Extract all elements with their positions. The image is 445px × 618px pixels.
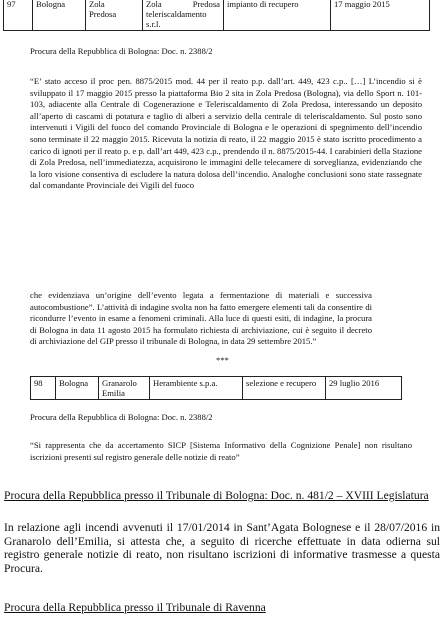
- cell-province: Bologna: [33, 0, 86, 31]
- cell-municipality: Granarolo Emilia: [99, 377, 150, 400]
- section-heading: Procura della Repubblica presso il Tribunale di Ravenna: [4, 601, 266, 614]
- cell-date: 17 maggio 2015: [331, 0, 430, 31]
- section-heading: Procura della Repubblica presso il Tribunale di Bologna: Doc. n. 481/2 – XVIII Legislatura: [4, 489, 429, 502]
- cell-plant-type: selezione e recupero: [243, 377, 326, 400]
- source-reference: Procura della Repubblica di Bologna: Doc. n. 2388/2: [30, 412, 213, 422]
- cell-company: Herambiente s.p.a.: [150, 377, 243, 400]
- section-separator: ***: [216, 355, 229, 365]
- incident-table-row-98: [30, 376, 402, 400]
- cell-number: 98: [31, 377, 56, 400]
- cell-municipality: Zola Predosa: [86, 0, 143, 31]
- source-reference: Procura della Repubblica di Bologna: Doc. n. 2388/2: [30, 46, 213, 56]
- quote-block: “E’ stato acceso il proc pen. 8875/2015 mod. 44 per il reato p.p. dall’art. 449, 423 c.p.. […] L’incendio si è sviluppato il 17 maggio 2015 presso la piattaforma Bio 2 sita in Zola Predosa (Bologna), via dello Sport n. 101-103, adiacente alla Centrale di Cogenerazione e Teleriscaldamento di Zola Predosa, interessando un deposito all’aperto di cascami di potatura e taglio di alberi a servizio della centrale di teleriscaldamento. Sul posto sono intervenuti i Vigili del fuoco del comando Provinciale di Bologna e le operazioni di spegnimento dell’incendio sono terminate il 22 maggio 2015. Ricevuta la notizia di reato, il 22 maggio 2015 è stato iscritto procedimento a carico di ignoti per il reato p. e p. dall’art 449, 423 c.p., prendendo il n. 8875/2015-44. I carabinieri della Stazione di Zola Predosa, nell’immediatezza, acquisirono le immagini delle telecamere di sorveglianza, evidenziando che la loro visione consentiva di escludere la natura dolosa dell’incendio. Analoghe conclusioni sono state rassegnate dal comandante Provinciale dei Vigili del fuoco: [30, 76, 422, 191]
- incident-table-row-97: [3, 0, 430, 31]
- quote-block: “Si rappresenta che da accertamento SICP [Sistema Informativo della Cognizione Penale] non risultano iscrizioni presenti sul registro generale delle notizie di reato”: [30, 440, 412, 462]
- cell-number: 97: [4, 0, 33, 31]
- cell-province: Bologna: [56, 377, 99, 400]
- body-paragraph: In relazione agli incendi avvenuti il 17/01/2014 in Sant’Agata Bolognese e il 28/07/2016 in Granarolo dell’Emilia, si attesta che, a seguito di ricerche effettuate in data odierna sul registro generale notizie di reato, non risultano iscrizioni di informative trasmesse a questa Procura.: [4, 521, 440, 575]
- cell-plant-type: impianto di recupero: [224, 0, 331, 31]
- cell-date: 29 luglio 2016: [326, 377, 402, 400]
- cell-company: Zola Predosa teleriscaldamento s.r.l.: [143, 0, 224, 31]
- quote-block-continued: che evidenziava un’origine dell’evento legata a fermentazione di materiali e successiva autocombustione”. L’attività di indagine svolta non ha fatto emergere elementi tali da consentire di ricondurre l’evento in esame a fenomeni criminali. Alla luce di questi esiti, di indagine, la procura di Bologna in data 11 agosto 2015 ha formulato richiesta di archiviazione, cui è seguito il decreto di archiviazione del GIP presso il tribunale di Bologna, in data 29 settembre 2015.”: [30, 290, 372, 347]
